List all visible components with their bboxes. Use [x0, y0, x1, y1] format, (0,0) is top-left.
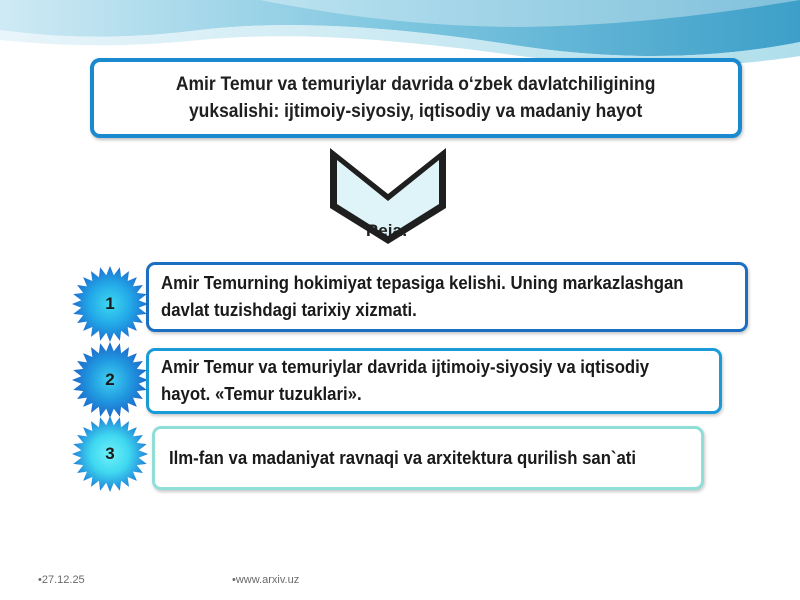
plan-item-text: Amir Temurning hokimiyat tepasiga kelishi. Uning markazlashgan davlat tuzishdagi tarixiy xizmati.: [161, 273, 684, 320]
plan-item-text: Ilm-fan va madaniyat ravnaqi va arxitektura qurilish san`ati: [169, 447, 637, 468]
badge-number: 2: [105, 370, 115, 389]
slide-title: [176, 71, 656, 125]
plan-item-1: [146, 262, 748, 332]
number-badge-3: [70, 414, 150, 494]
title-line-2: yuksalishi: ijtimoiy-siyosiy, iqtisodiy va madaniy hayot: [189, 101, 643, 122]
badge-number: 1: [105, 294, 115, 313]
plan-label: Reja:: [366, 221, 408, 240]
plan-item-text: Amir Temur va temuriylar davrida ijtimoiy-siyosiy va iqtisodiy hayot. «Temur tuzuklari».: [161, 357, 650, 404]
number-badge-1: [70, 264, 150, 344]
footer-url: •www.arxiv.uz: [232, 574, 300, 586]
footer-date: •27.12.25: [38, 574, 85, 586]
title-line-1: Amir Temur va temuriylar davrida o‘zbek davlatchiligining: [176, 74, 656, 95]
plan-item-2: [146, 348, 722, 414]
footer-date-text: 27.12.25: [41, 574, 85, 586]
badge-number: 3: [105, 444, 115, 463]
plan-item-3: [152, 426, 704, 490]
title-box: [90, 58, 742, 138]
number-badge-2: [70, 340, 150, 420]
footer-url-text: www.arxiv.uz: [235, 574, 300, 586]
